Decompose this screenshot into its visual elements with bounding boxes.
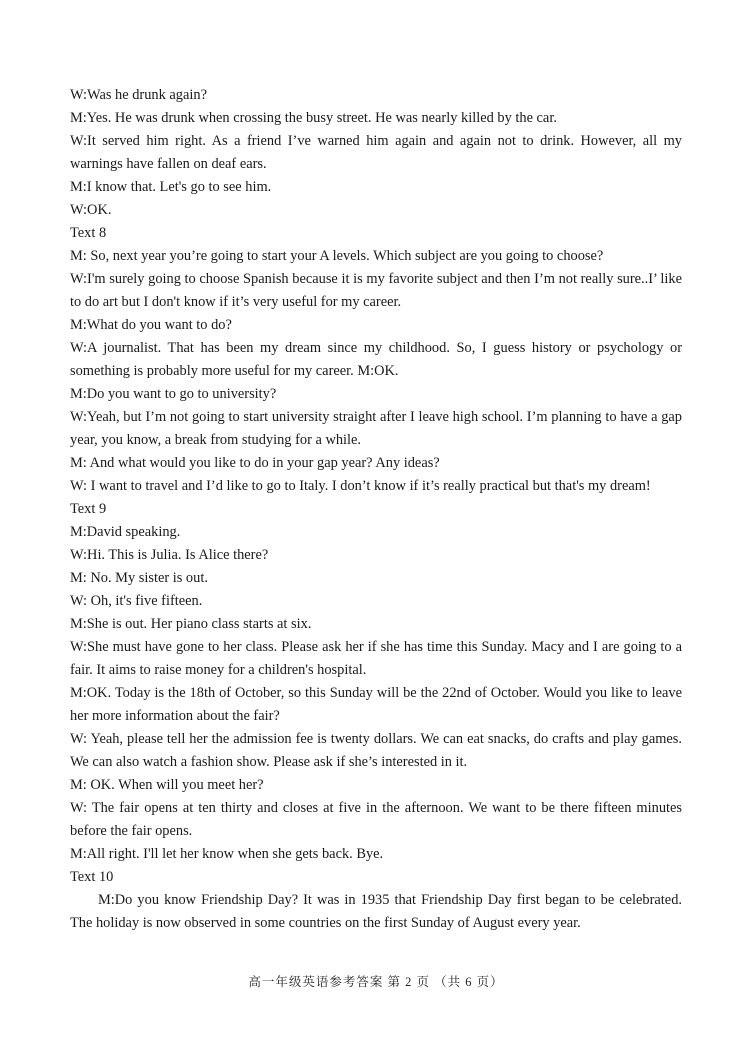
section-heading-text-8: Text 8 <box>70 225 107 241</box>
dialogue-line: W: Oh, it's five fifteen. <box>70 593 203 609</box>
dialogue-line: W:A journalist. That has been my dream since my childhood. So, I guess history or psychology or something is probably more useful for my career. M:OK. <box>70 340 682 379</box>
dialogue-line: W:Yeah, but I’m not going to start university straight after I leave high school. I’m planning to have a gap year, you know, a break from studying for a while. <box>70 409 682 448</box>
dialogue-line: W:I'm surely going to choose Spanish because it is my favorite subject and then I’m not really sure..I’ like to do art but I don't know if it’s very useful for my career. <box>70 271 682 310</box>
dialogue-line: M:She is out. Her piano class starts at six. <box>70 616 312 632</box>
document-body <box>70 84 682 935</box>
dialogue-line: M:OK. Today is the 18th of October, so this Sunday will be the 22nd of October. Would you like to leave her more information about the fair? <box>70 685 682 724</box>
dialogue-line: W:She must have gone to her class. Please ask her if she has time this Sunday. Macy and I are going to a fair. It aims to raise money for a children's hospital. <box>70 639 682 678</box>
page-footer: 高一年级英语参考答案 第 2 页 （共 6 页） <box>248 975 504 989</box>
dialogue-line: M:All right. I'll let her know when she gets back. Bye. <box>70 846 384 862</box>
dialogue-line: W: The fair opens at ten thirty and closes at five in the afternoon. We want to be there fifteen minutes before the fair opens. <box>70 800 682 839</box>
dialogue-line: W:It served him right. As a friend I’ve warned him again and again not to drink. However, all my warnings have fallen on deaf ears. <box>70 133 682 172</box>
dialogue-line: W:OK. <box>70 202 112 218</box>
dialogue-line: M:What do you want to do? <box>70 317 232 333</box>
dialogue-line: M:Do you want to go to university? <box>70 386 277 402</box>
dialogue-line: M:Do you know Friendship Day? It was in 1935 that Friendship Day first began to be celebrated. The holiday is now observed in some countries on the first Sunday of August every year. <box>70 892 682 931</box>
section-heading-text-9: Text 9 <box>70 501 107 517</box>
dialogue-line: M: No. My sister is out. <box>70 570 208 586</box>
dialogue-line: W: Yeah, please tell her the admission fee is twenty dollars. We can eat snacks, do crafts and play games. We can also watch a fashion show. Please ask if she’s interested in it. <box>70 731 682 770</box>
dialogue-line: W:Was he drunk again? <box>70 87 207 103</box>
section-heading-text-10: Text 10 <box>70 869 114 885</box>
dialogue-line: M:David speaking. <box>70 524 181 540</box>
dialogue-line: W:Hi. This is Julia. Is Alice there? <box>70 547 269 563</box>
dialogue-line: M:I know that. Let's go to see him. <box>70 179 272 195</box>
dialogue-line: M:Yes. He was drunk when crossing the busy street. He was nearly killed by the car. <box>70 110 557 126</box>
dialogue-line: M: And what would you like to do in your gap year? Any ideas? <box>70 455 440 471</box>
dialogue-line: W: I want to travel and I’d like to go to Italy. I don’t know if it’s really practical but that's my dream! <box>70 478 651 494</box>
dialogue-line: M: So, next year you’re going to start your A levels. Which subject are you going to choose? <box>70 248 604 264</box>
dialogue-line: M: OK. When will you meet her? <box>70 777 264 793</box>
